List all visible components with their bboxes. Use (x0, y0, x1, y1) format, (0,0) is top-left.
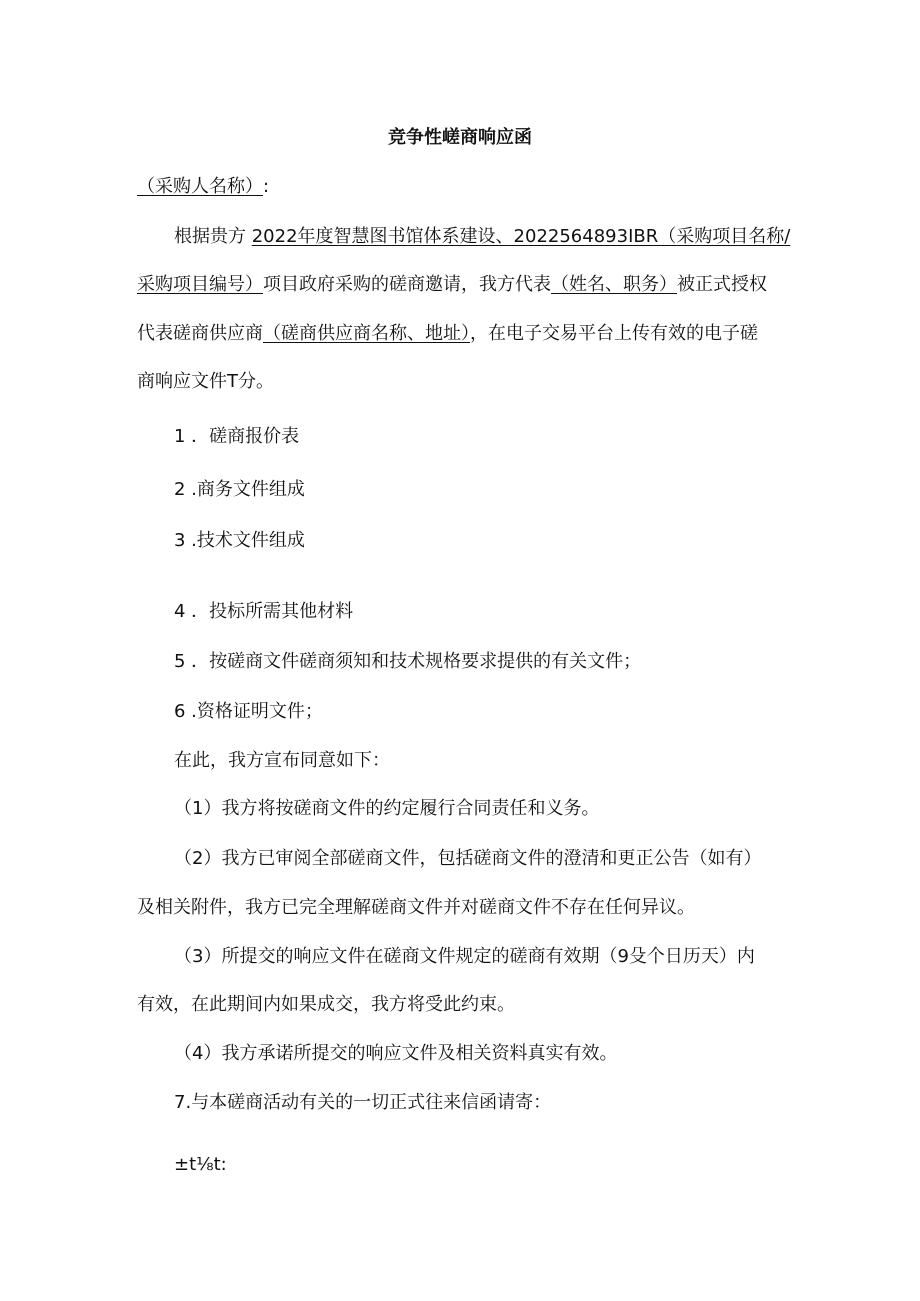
clause-3-line-2: 有效，在此期间内如果成交，我方将受此约束。 (137, 994, 515, 1015)
intro-line-4: 商响应文件T分。 (137, 371, 274, 392)
intro-text: ，在电子交易平台上传有效的电子磋 (470, 323, 758, 344)
intro-text: 代表磋商供应商 (137, 323, 263, 344)
clause-3-line-1: （3）所提交的响应文件在磋商文件规定的磋商有效期（9殳个日历天）内 (174, 946, 755, 967)
address-label: ±t⅛t: (174, 1154, 227, 1175)
project-name: 2022年度智慧图书馆体系建设、2022564893IBR（采购项目名称/ (251, 226, 791, 247)
intro-text: 被正式授权 (677, 274, 767, 295)
list-item: 6 .资格证明文件； (174, 701, 323, 722)
intro-text: 项目政府采购的磋商邀请，我方代表 (263, 274, 551, 295)
list-item-7: 7.与本磋商活动有关的一切正式往来信函请寄： (174, 1092, 552, 1113)
clause-2-line-1: （2）我方已审阅全部磋商文件，包括磋商文件的澄清和更正公告（如有） (174, 848, 762, 869)
clause-4: （4）我方承诺所提交的响应文件及相关资料真实有效。 (174, 1043, 618, 1064)
page-title: 竞争性嵯商响应函 (388, 127, 532, 148)
list-item: 2 .商务文件组成 (174, 479, 305, 500)
declaration-heading: 在此，我方宣布同意如下： (174, 750, 390, 771)
clause-1: （1）我方将按磋商文件的约定履行合同责任和义务。 (174, 798, 600, 819)
project-code: 采购项目编号） (137, 274, 263, 295)
list-item: 4 ．投标所需其他材料 (174, 601, 354, 622)
supplier-placeholder: （磋商供应商名称、地址） (263, 323, 470, 344)
intro-text: 根据贵方 (174, 226, 252, 247)
clause-2-line-2: 及相关附件，我方已完全理解磋商文件并对磋商文件不存在任何异议。 (137, 897, 695, 918)
representative-placeholder: （姓名、职务） (551, 274, 677, 295)
salutation-colon: : (263, 176, 270, 197)
list-item: 5 ．按磋商文件磋商须知和技术规格要求提供的有关文件； (174, 651, 642, 672)
intro-line-1 (174, 225, 790, 249)
intro-line-2 (137, 273, 767, 297)
intro-line-3 (137, 322, 758, 346)
recipient-placeholder: （采购人名称） (137, 176, 263, 197)
list-item: 3 .技术文件组成 (174, 530, 305, 551)
salutation (137, 175, 269, 199)
list-item: 1 ．磋商报价表 (174, 426, 300, 447)
